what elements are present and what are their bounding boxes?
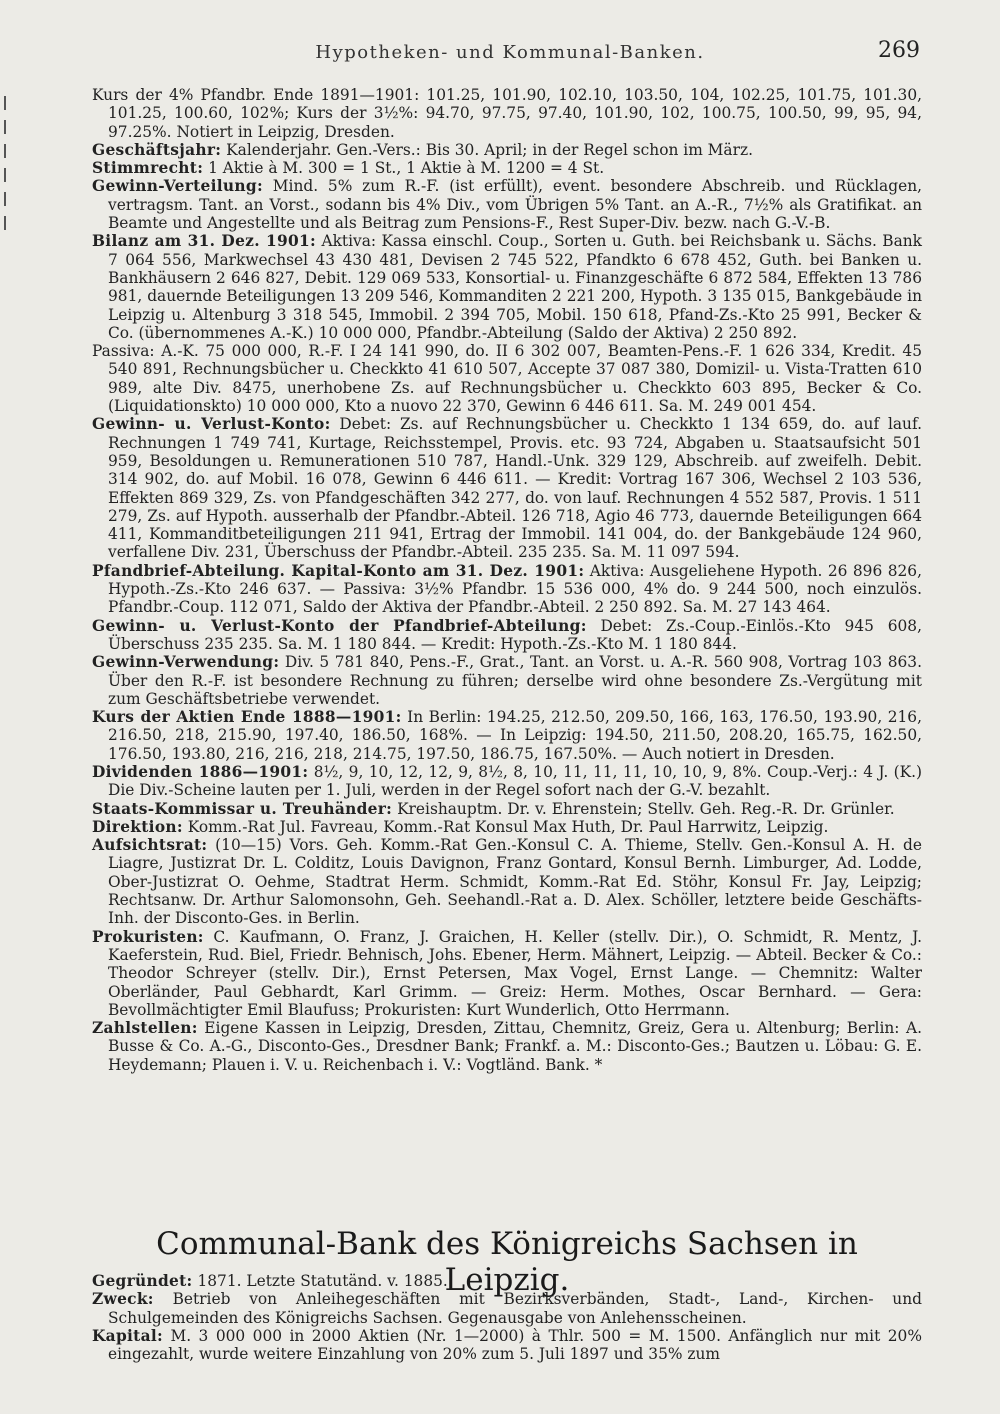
entry-text: Div. 5 781 840, Pens.-F., Grat., Tant. an Vorst. u. A.-R. 560 908, Vortrag 103 863. Über den R.-F. ist besondere Rechnung zu führen; derselbe wird ohne besondere Zs.-Vergütung mit zum Geschäftsbetriebe verwendet. [108,653,922,708]
entry-zahlstellen [92,1019,922,1074]
entry-text: Aktiva: Kassa einschl. Coup., Sorten u. Guth. bei Reichsbank u. Sächs. Bank 7 064 556, Markwechsel 43 430 481, Devisen 2 745 522, Pfandkto 6 678 452, Guth. bei Banken u. Bankhäusern 2 646 827, Debit. 129 069 533, Konsortial- u. Finanzgeschäfte 6 872 584, Effekten 13 786 981, dauernde Beteiligungen 13 209 546, Kommanditen 2 221 200, Hypoth. 3 135 015, Bankgebäude in Leipzig u. Altenburg 3 318 545, Immobil. 2 394 705, Mobil. 150 618, Pfand-Zs.-Kto 25 991, Becker & Co. (übernommenes A.-K.) 10 000 000, Pfandbr.-Abteilung (Saldo der Aktiva) 2 250 892. [108,232,922,342]
entry-kurs-aktien [92,708,922,763]
entry-text: Debet: Zs.-Coup.-Einlös.-Kto 945 608, Überschuss 235 235. Sa. M. 1 180 844. — Kredit: Hypoth.-Zs.-Kto M. 1 180 844. [108,616,922,653]
entry-pfandbrief-abteilung [92,562,922,617]
entry-text: M. 3 000 000 in 2000 Aktien (Nr. 1—2000) à Thlr. 500 = M. 1500. Anfänglich nur mit 20% eingezahlt, wurde weitere Einzahlung von 20% zum 5. Juli 1897 und 35% zum [108,1326,922,1364]
section-body [92,1272,922,1363]
entry-label: Aufsichtsrat: [92,836,208,855]
entry-label: Kurs der Aktien Ende 1888—1901: [92,708,402,727]
entry-staats-kommissar [92,800,922,818]
entry-gewinn-verteilung [92,177,922,232]
entry-label: Gewinn- u. Verlust-Konto der Pfandbrief-Abteilung: [92,616,587,635]
entry-text: 8½, 9, 10, 12, 12, 9, 8½, 8, 10, 11, 11, 11, 10, 10, 9, 8%. Coup.-Verj.: 4 J. (K.) Die Div.-Scheine lauten per 1. Juli, werden in der Regel sofort nach der G.-V. bezahlt. [108,762,922,800]
entry-text: Kalenderjahr. Gen.-Vers.: Bis 30. April; in der Regel schon im März. [226,140,753,159]
entry-aufsichtsrat [92,836,922,927]
entry-bilanz-aktiva [92,232,922,342]
entry-pfandbrief-guv [92,617,922,654]
entry-label: Prokuristen: [92,927,204,946]
entry-text: Aktiva: Ausgeliehene Hypoth. 26 896 826, Hypoth.-Zs.-Kto 246 637. — Passiva: 3½% Pfandbr. 15 536 000, 4% do. 9 244 500, noch einzulös. Pfandbr.-Coup. 112 071, Saldo der Aktiva der Pfandbr.-Abteil. 2 250 892. Sa. M. 27 143 464. [108,561,922,617]
entry-pfandbrief-kurs [92,86,922,141]
entry-dividenden [92,763,922,800]
entry-text: Betrieb von Anleihegeschäften mit Bezirksverbänden, Stadt-, Land-, Kirchen- und Schulgemeinden des Königreichs Sachsen. Gegenausgabe von Anlehensscheinen. [108,1290,922,1327]
entry-gewinn-verlust [92,415,922,561]
page-header [100,38,920,72]
entry-text: Eigene Kassen in Leipzig, Dresden, Zittau, Chemnitz, Greiz, Gera u. Altenburg; Berlin: A. Busse & Co. A.-G., Disconto-Ges., Dresdner Bank; Frankf. a. M.: Disconto-Ges.; Bautzen u. Löbau: G. E. Heydemann; Plauen i. V. u. Reichenbach i. V.: Vogtländ. Bank. * [108,1019,922,1074]
entry-text: 1 Aktie à M. 300 = 1 St., 1 Aktie à M. 1200 = 4 St. [208,159,605,178]
entry-label: Gewinn-Verwendung: [92,653,280,672]
entry-label: Pfandbrief-Abteilung. Kapital-Konto am 31. Dez. 1901: [92,561,585,580]
margin-marks [0,86,14,406]
body-text [92,86,922,1074]
entry-label: Kapital: [92,1326,163,1345]
entry-text: 1871. Letzte Statutänd. v. 1885. [197,1272,448,1290]
entry-text: In Berlin: 194.25, 212.50, 209.50, 166, 163, 176.50, 193.90, 216, 216.50, 218, 215.90, 197.40, 186.50, 168%. — In Leipzig: 194.50, 211.50, 208.20, 165.75, 162.50, 176.50, 193.80, 216, 216, 218, 214.75, 197.50, 186.75, 167.50%. — Auch notiert in Dresden. [108,708,922,763]
entry-kapital [92,1327,922,1364]
entry-label: Stimmrecht: [92,159,204,178]
entry-label: Gewinn- u. Verlust-Konto: [92,415,331,434]
entry-text: Kreishauptm. Dr. v. Ehrenstein; Stellv. Geh. Reg.-R. Dr. Grünler. [397,799,895,818]
entry-label: Staats-Kommissar u. Treuhänder: [92,799,393,818]
entry-label: Gegründet: [92,1272,193,1290]
entry-text: (10—15) Vors. Geh. Komm.-Rat Gen.-Konsul C. A. Thieme, Stellv. Gen.-Konsul A. H. de Liagre, Justizrat Dr. L. Colditz, Louis Davignon, Franz Gontard, Konsul Bernh. Limburger, Ad. Lodde, Ober-Justizrat O. Oehme, Stadtrat Herm. Schmidt, Komm.-Rat Ed. Stöhr, Konsul Fr. Jay, Leipzig; Rechtsanw. Dr. Arthur Salomonsohn, Geh. Seehandl.-Rat a. D. Alex. Schöller, letztere beide Geschäfts-Inh. der Disconto-Ges. in Berlin. [108,836,922,928]
entry-label: Bilanz am 31. Dez. 1901: [92,232,317,251]
entry-text: Passiva: A.-K. 75 000 000, R.-F. I 24 141 990, do. II 6 302 007, Beamten-Pens.-F. 1 626 334, Kredit. 45 540 891, Rechnungsbücher u. Checkkto 41 610 507, Accepte 37 087 380, Domizil- u. Vista-Tratten 610 989, alte Div. 8475, unerhobene Zs. auf Rechnungsbücher u. Checkkto 603 895, Becker & Co. (Liquidationskto) 10 000 000, Kto a nuovo 22 370, Gewinn 6 446 611. Sa. M. 249 001 454. [92,342,922,416]
entry-text: Komm.-Rat Jul. Favreau, Komm.-Rat Konsul Max Huth, Dr. Paul Harrwitz, Leipzig. [187,817,829,836]
entry-gewinn-verwendung [92,653,922,708]
entry-text: C. Kaufmann, O. Franz, J. Graichen, H. Keller (stellv. Dir.), O. Schmidt, R. Mentz, J. Kaeferstein, Rud. Biel, Friedr. Behnisch, Johs. Ebener, Herm. Mähnert, Leipzig. — Abteil. Becker & Co.: Theodor Schreyer (stellv. Dir.), Ernst Petersen, Max Vogel, Ernst Lange. — Chemnitz: Walter Oberländer, Paul Gebhardt, Karl Grimm. — Greiz: Herm. Mothes, Oscar Bernhard. — Gera: Bevollmächtigter Emil Blaufuss; Prokuristen: Kurt Wunderlich, Otto Herrmann. [108,927,922,1019]
entry-direktion [92,818,922,836]
page-number: 269 [878,38,920,63]
entry-zweck [92,1290,922,1327]
section-heading: Communal-Bank des Königreichs Sachsen in Leipzig. [156,1226,858,1298]
running-head: Hypotheken- und Kommunal-Banken. [315,42,705,63]
entry-label: Zahlstellen: [92,1019,198,1038]
entry-label: Zweck: [92,1290,154,1309]
entry-label: Gewinn-Verteilung: [92,177,263,196]
entry-stimmrecht [92,159,922,177]
entry-gegruendet [92,1272,922,1290]
entry-label: Geschäftsjahr: [92,140,222,159]
entry-label: Dividenden 1886—1901: [92,762,309,781]
entry-bilanz-passiva [92,342,922,415]
entry-geschaeftsjahr [92,141,922,159]
entry-text: Debet: Zs. auf Rechnungsbücher u. Checkkto 1 134 659, do. auf lauf. Rechnungen 1 749 741, Kurtage, Reichsstempel, Provis. etc. 93 724, Abgaben u. Staatsaufsicht 501 959, Besoldungen u. Remunerationen 510 787, Handl.-Unk. 329 129, Abschreib. auf zweifelh. Debit. 314 902, do. auf Mobil. 16 078, Gewinn 6 446 611. — Kredit: Vortrag 167 306, Wechsel 2 103 536, Effekten 869 329, Zs. von Pfandgeschäften 342 277, do. von lauf. Rechnungen 4 552 587, Provis. 1 511 279, Zs. auf Hypoth. ausserhalb der Pfandbr.-Abteil. 126 718, Agio 46 773, dauernde Beteiligungen 664 411, Kommanditbeteiligungen 211 941, Ertrag der Immobil. 141 004, do. der Bankgebäude 124 960, verfallene Div. 231, Überschuss der Pfandbr.-Abteil. 235 235. Sa. M. 11 097 594. [108,415,923,562]
entry-text: Mind. 5% zum R.-F. (ist erfüllt), event. besondere Abschreib. und Rücklagen, vertragsm. Tant. an Vorst., sodann bis 4% Div., vom Übrigen 5% Tant. an A.-R., 7½% als Gratifikat. an Beamte und Angestellte und als Beitrag zum Pensions-F., Rest Super-Div. bezw. nach G.-V.-B. [108,177,923,233]
entry-prokuristen [92,928,922,1019]
entry-text: Kurs der 4% Pfandbr. Ende 1891—1901: 101.25, 101.90, 102.10, 103.50, 104, 102.25, 101.75, 101.30, 101.25, 100.60, 102%; Kurs der 3½%: 94.70, 97.75, 97.40, 101.90, 102, 100.75, 100.50, 99, 95, 94, 97.25%. Notiert in Leipzig, Dresden. [92,86,922,141]
entry-label: Direktion: [92,817,183,836]
